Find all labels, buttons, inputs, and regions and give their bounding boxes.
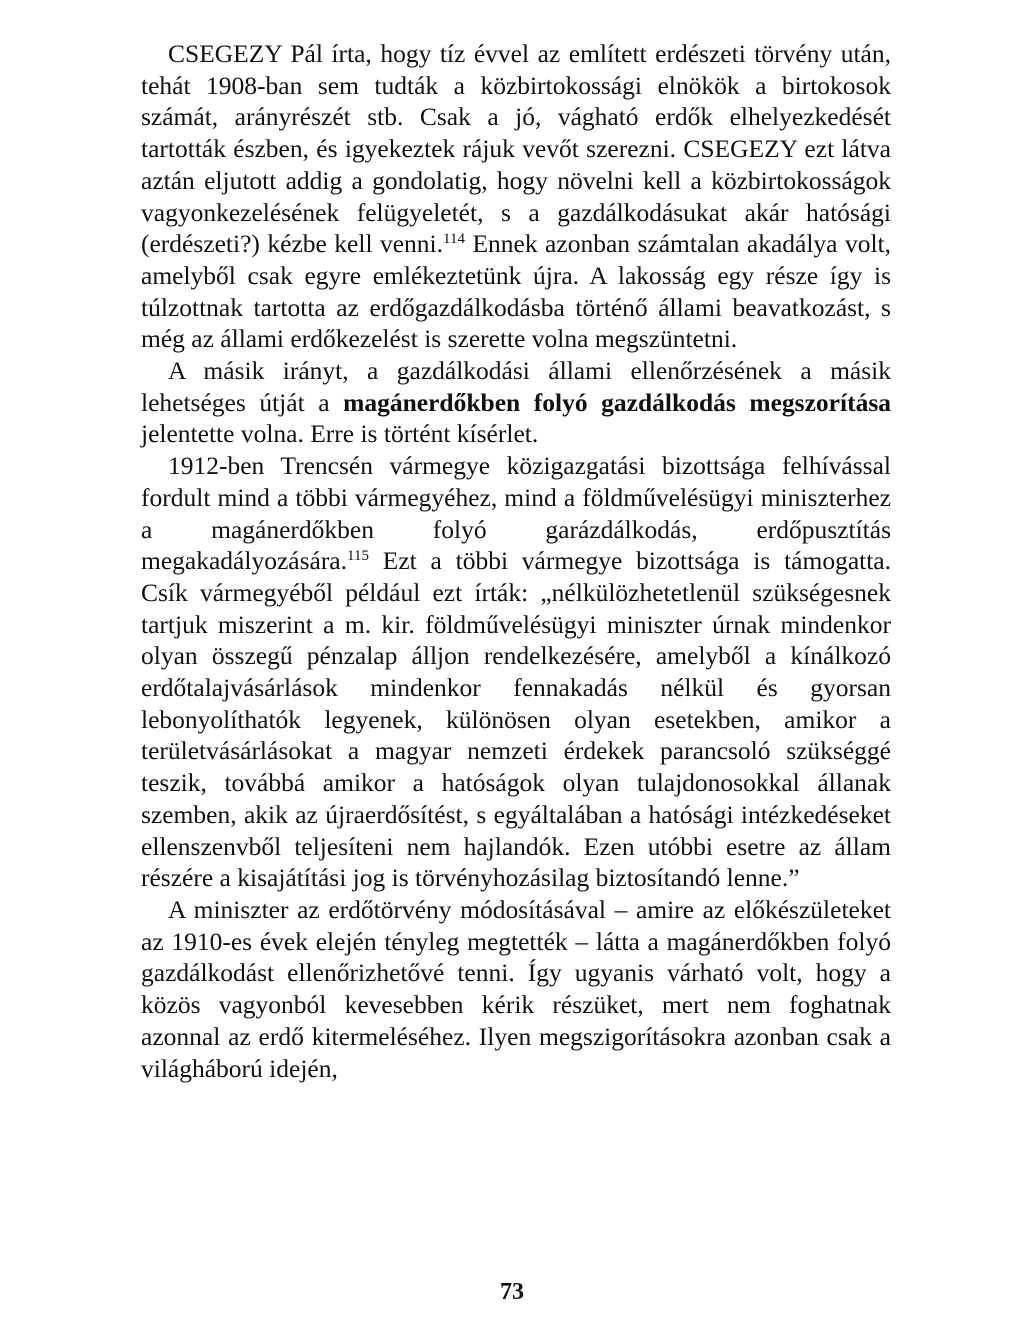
emphasis-private-forests: magánerdőkben folyó gazdálkodás megszorítása xyxy=(343,387,891,417)
paragraph-1-text-b: Ennek azonban számtalan akadálya volt, amelyből csak egyre emlékeztetünk újra. A lakosság egy része így is túlzottnak tartotta az erdőgazdálkodásba történő állami beavatkozást, s még az állami erdőkezelést is szerette volna megszüntetni. xyxy=(141,229,891,354)
page-number: 73 xyxy=(500,1279,524,1305)
paragraph-4-text: A miniszter az erdőtörvény módosításával – amire az előkészületeket az 1910-es évek elején tényleg megtették – látta a magánerdőkben folyó gazdálkodást ellenőrizhetővé tenni. Így ugyanis várható volt, hogy a közös vagyonból kevesebben kérik részüket, mert nem foghatnak azonnal az erdő kitermeléséhez. Ilyen megszigorításokra azonban csak a világháború idején, xyxy=(141,894,891,1083)
page-body xyxy=(141,38,891,1084)
footnote-ref-115: 115 xyxy=(347,548,369,565)
paragraph-1 xyxy=(141,38,891,355)
paragraph-2-text-a: A másik irányt, a gazdálkodási állami ellenőrzésének a másik lehetséges útját a xyxy=(141,356,891,417)
paragraph-3 xyxy=(141,450,891,894)
footnote-ref-114: 114 xyxy=(443,231,465,248)
paragraph-3-text-b: Ezt a többi vármegye bizottsága is támogatta. Csík vármegyéből például ezt írták: „nélkülözhetetlenül szükségesnek tartjuk miszerint a m. kir. földművelésügyi miniszter úrnak mindenkor olyan összegű pénzalap álljon rendelkezésére, amelyből a kínálkozó erdőtalajvásárlások mindenkor fennakadás nélkül és gyorsan lebonyolíthatók legyenek, különösen olyan esetekben, amikor a területvásárlásokat a magyar nemzeti érdekek parancsoló szükséggé teszik, továbbá amikor a hatóságok olyan tulajdonosokkal állanak szemben, akik az újraerdősítést, s egyáltalában a hatósági intézkedéseket ellenszenvből teljesíteni nem hajlandók. Ezen utóbbi esetre az állam részére a kisajátítási jog is törvényhozásilag biztosítandó lenne.” xyxy=(141,546,891,893)
paragraph-2 xyxy=(141,355,891,450)
paragraph-2-text-b: jelentette volna. Erre is történt kísérlet. xyxy=(141,419,539,449)
paragraph-1-text-a: CSEGEZY Pál írta, hogy tíz évvel az említett erdészeti törvény után, tehát 1908-ban sem tudták a közbirtokossági elnökök a birtokosok számát, arányrészét stb. Csak a jó, vágható erdők elhelyezkedését tartották észben, és igyekeztek rájuk vevőt szerezni. CSEGEZY ezt látva aztán eljutott addig a gondolatig, hogy növelni kell a közbirtokosságok vagyonkezelésének felügyeletét, s a gazdálkodásukat akár hatósági (erdészeti?) kézbe kell venni. xyxy=(141,39,891,259)
paragraph-4 xyxy=(141,894,891,1084)
paragraph-3-text-a: 1912-ben Trencsén vármegye közigazgatási bizottsága felhívással fordult mind a többi vármegyéhez, mind a földművelésügyi miniszterhez a magánerdőkben folyó garázdálkodás, erdőpusztítás megakadályozására. xyxy=(141,451,891,576)
